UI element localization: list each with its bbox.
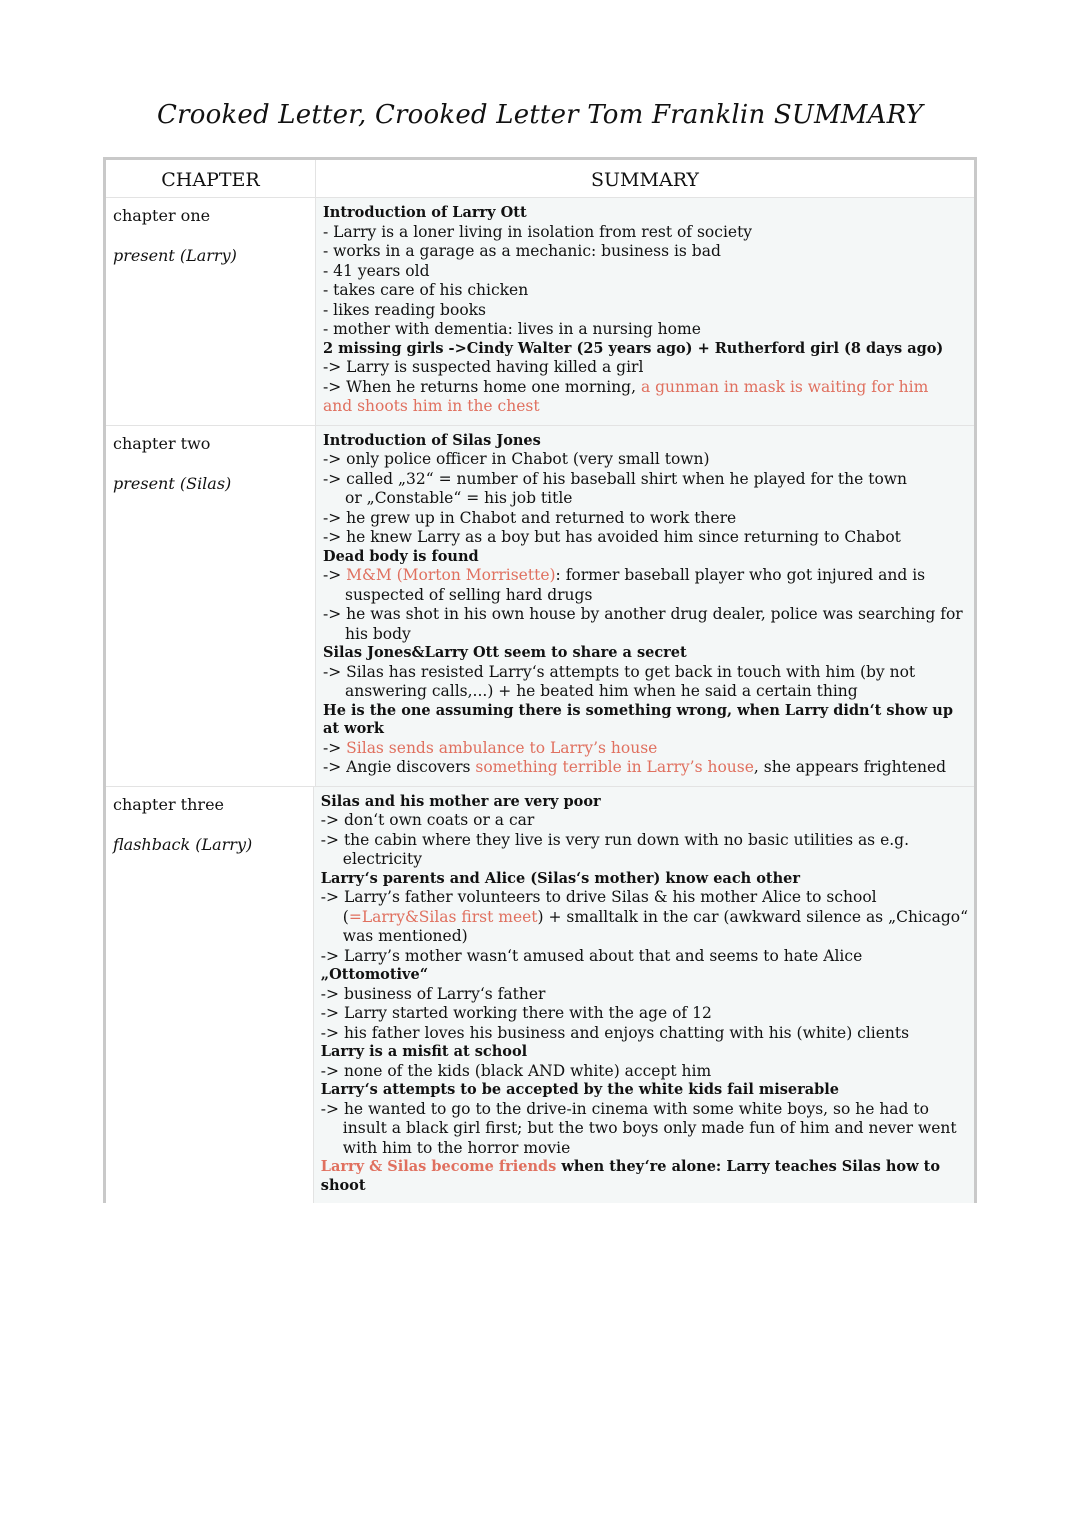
summary-line [321, 850, 968, 870]
summary-line [321, 947, 968, 967]
table-row [106, 787, 974, 1204]
summary-line [323, 663, 968, 683]
summary-line [323, 470, 968, 490]
summary-line [323, 586, 968, 606]
summary-text: Dead body is found [323, 547, 479, 565]
summary-text: -> none of the kids (black AND white) accept him [320, 1061, 712, 1080]
summary-text: shoot [320, 1176, 366, 1194]
summary-text: - takes care of his chicken [323, 281, 529, 299]
summary-line [323, 450, 968, 470]
summary-heading [323, 204, 968, 223]
highlighted-text: Larry & Silas become friends [320, 1158, 557, 1175]
summary-table [103, 157, 977, 1203]
summary-text: answering calls,...) + he beated him when he said a certain thing [345, 682, 858, 700]
summary-heading [323, 702, 968, 721]
summary-line [321, 927, 968, 947]
summary-line [323, 397, 968, 417]
highlighted-text: =Larry&Silas first meet [348, 907, 538, 926]
summary-line [321, 1139, 968, 1159]
summary-line [323, 566, 968, 586]
highlighted-text: M&M (Morton Morrisette) [346, 566, 556, 584]
summary-text: -> he knew Larry as a boy but has avoided him since returning to Chabot [323, 528, 901, 546]
summary-line [323, 378, 968, 398]
summary-line [323, 528, 968, 548]
summary-text: -> he was shot in his own house by another drug dealer, police was searching for [323, 605, 963, 623]
summary-text: - likes reading books [323, 300, 486, 319]
summary-text: 2 missing girls ->Cindy Walter (25 years ago) + Rutherford girl (8 days ago) [323, 339, 944, 357]
summary-text: his body [345, 624, 411, 643]
summary-text: - 41 years old [323, 261, 430, 280]
summary-line [323, 301, 968, 321]
summary-line [321, 1024, 968, 1044]
highlighted-text: something terrible in Larry’s house [475, 758, 754, 776]
summary-text: - Larry is a loner living in isolation from rest of society [323, 222, 753, 241]
summary-line [321, 1004, 968, 1024]
highlighted-text: Silas sends ambulance to Larry’s house [346, 738, 658, 757]
chapter-cell [106, 787, 314, 1204]
summary-text: electricity [342, 850, 422, 868]
summary-text: -> he grew up in Chabot and returned to work there [323, 508, 737, 527]
summary-text: -> When he returns home one morning, [323, 377, 641, 396]
summary-line [321, 1119, 968, 1139]
summary-heading [323, 644, 968, 663]
summary-text: insult a black girl first; but the two boys only made fun of him and never went [342, 1119, 957, 1137]
table-row [106, 198, 974, 426]
summary-heading [323, 720, 968, 739]
summary-text: -> Larry started working there with the age of 12 [320, 1004, 712, 1022]
summary-cell [316, 198, 974, 425]
summary-text: -> [323, 738, 347, 757]
summary-text: -> Larry’s father volunteers to drive Silas & his mother Alice to school [320, 888, 877, 906]
summary-line [323, 358, 968, 378]
summary-text: -> he wanted to go to the drive-in cinema with some white boys, so he had to [320, 1099, 929, 1118]
summary-line [321, 908, 968, 928]
summary-line [323, 682, 968, 702]
summary-text: -> don‘t own coats or a car [320, 811, 535, 829]
summary-text: -> business of Larry‘s father [320, 984, 546, 1003]
summary-text: Larry‘s parents and Alice (Silas‘s mother) know each other [320, 869, 801, 887]
summary-line [321, 811, 968, 831]
highlighted-text: a gunman in mask is waiting for him [640, 377, 929, 396]
table-header-row [106, 160, 974, 198]
summary-heading [321, 1177, 968, 1196]
summary-text: was mentioned) [342, 927, 468, 945]
summary-text: - works in a garage as a mechanic: business is bad [323, 242, 721, 260]
summary-text: -> Silas has resisted Larry‘s attempts to get back in touch with him (by not [323, 662, 916, 681]
table-row [106, 426, 974, 787]
summary-heading [321, 870, 968, 889]
summary-text: -> Larry’s mother wasn‘t amused about that and seems to hate Alice [320, 946, 863, 965]
summary-text: -> called „32“ = number of his baseball shirt when he played for the town [323, 469, 908, 488]
summary-heading [321, 1081, 968, 1100]
highlighted-text: and shoots him in the chest [323, 397, 540, 415]
summary-line [321, 1100, 968, 1120]
summary-line [323, 509, 968, 529]
summary-text: -> Angie discovers [323, 758, 476, 776]
summary-text: -> Larry is suspected having killed a girl [323, 358, 644, 376]
summary-text: -> only police officer in Chabot (very small town) [323, 450, 710, 468]
summary-text: Larry is a misfit at school [320, 1043, 528, 1060]
header-summary: SUMMARY [316, 160, 974, 197]
chapter-timeframe: present (Silas) [113, 473, 232, 493]
summary-heading [321, 1158, 968, 1177]
chapter-name: chapter two [113, 433, 211, 453]
summary-line [323, 739, 968, 759]
summary-text: Introduction of Larry Ott [323, 204, 527, 221]
summary-text: ) + smalltalk in the car (awkward silence as „Chicago“ [537, 907, 968, 926]
summary-line [321, 831, 968, 851]
summary-line [323, 242, 968, 262]
summary-text: - mother with dementia: lives in a nursing home [323, 320, 701, 338]
summary-line [321, 985, 968, 1005]
summary-text: at work [323, 720, 384, 737]
summary-text: He is the one assuming there is something wrong, when Larry didn‘t show up [323, 701, 953, 719]
summary-text: suspected of selling hard drugs [345, 585, 593, 604]
summary-text: -> [323, 566, 347, 584]
chapter-cell [106, 198, 316, 425]
summary-line [323, 605, 968, 625]
summary-text: -> his father loves his business and enjoys chatting with his (white) clients [320, 1023, 910, 1042]
summary-text: : former baseball player who got injured and is [555, 566, 926, 584]
summary-cell [316, 426, 974, 786]
summary-line [323, 489, 968, 509]
chapter-name: chapter three [113, 794, 224, 814]
header-chapter: CHAPTER [106, 160, 316, 197]
summary-text: or „Constable“ = his job title [345, 489, 573, 507]
summary-heading [321, 1043, 968, 1062]
summary-text: Silas Jones&Larry Ott seem to share a secret [323, 644, 687, 661]
table-body [106, 198, 974, 1203]
summary-line [321, 888, 968, 908]
summary-cell [314, 787, 974, 1204]
summary-text: „Ottomotive“ [320, 966, 429, 983]
summary-line [323, 281, 968, 301]
summary-heading [323, 432, 968, 451]
summary-heading [323, 340, 968, 359]
chapter-cell [106, 426, 316, 786]
summary-line [323, 223, 968, 243]
summary-line [323, 320, 968, 340]
chapter-timeframe: flashback (Larry) [113, 834, 253, 854]
summary-text: Introduction of Silas Jones [323, 431, 541, 449]
chapter-name: chapter one [113, 206, 211, 225]
summary-heading [321, 793, 968, 812]
summary-line [323, 758, 968, 778]
summary-text: Silas and his mother are very poor [320, 792, 601, 810]
summary-text: with him to the horror movie [342, 1138, 571, 1157]
summary-heading [321, 966, 968, 985]
document-title: Crooked Letter, Crooked Letter Tom Franklin SUMMARY [157, 100, 923, 130]
summary-line [323, 262, 968, 282]
summary-text: when they‘re alone: Larry teaches Silas how to [556, 1158, 941, 1175]
chapter-timeframe: present (Larry) [113, 246, 237, 265]
summary-heading [323, 548, 968, 567]
summary-text: , she appears frightened [753, 758, 947, 776]
summary-text: -> the cabin where they live is very run down with no basic utilities as e.g. [320, 830, 910, 849]
summary-text: Larry‘s attempts to be accepted by the white kids fail miserable [320, 1081, 840, 1098]
summary-line [323, 625, 968, 645]
summary-line [321, 1062, 968, 1082]
summary-text: ( [342, 907, 349, 926]
